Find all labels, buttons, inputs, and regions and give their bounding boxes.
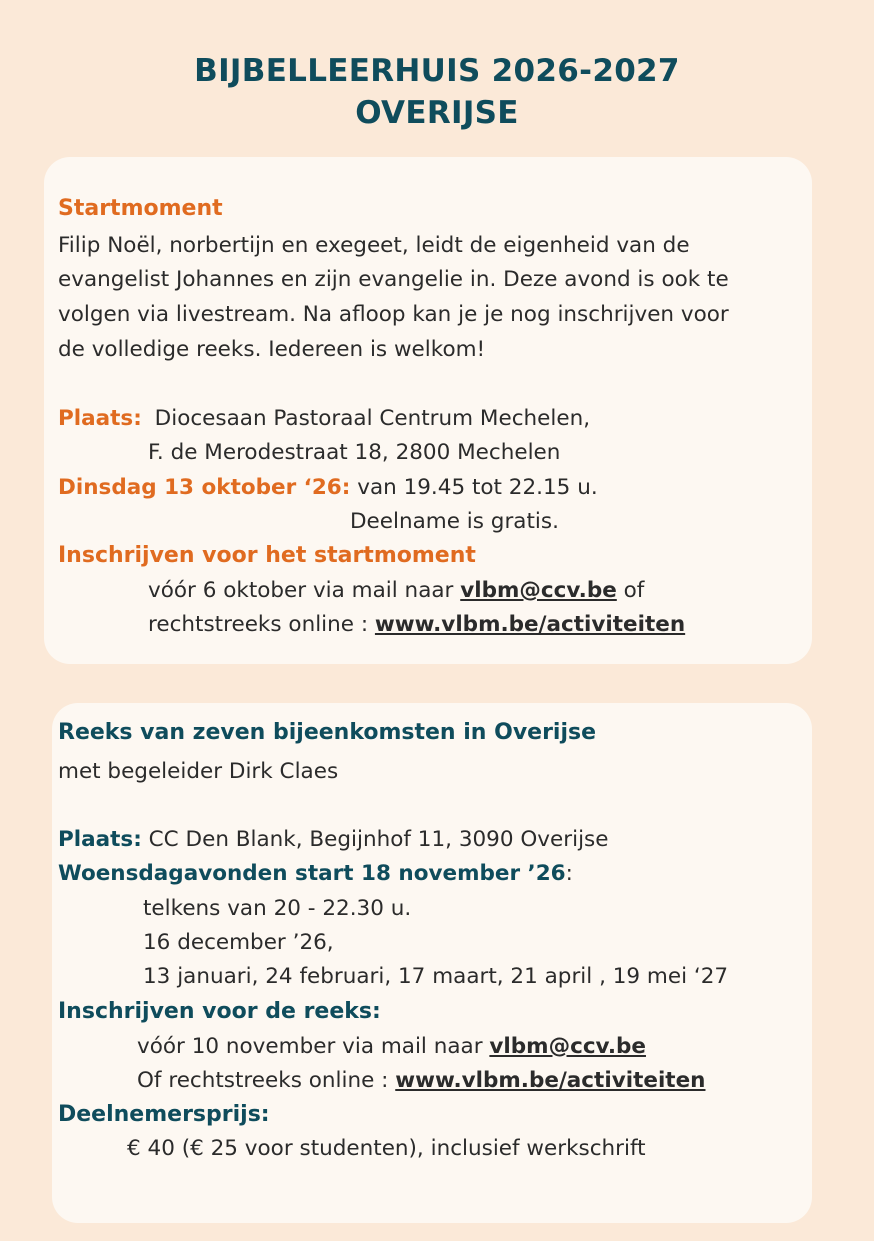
startmoment-date [58,473,598,503]
startmoment-heading: Startmoment [58,196,223,221]
startmoment-time: van 19.45 tot 22.15 u. [357,475,598,500]
reeks-online-text: Of rechtstreeks online : [137,1068,389,1093]
startmoment-url-link[interactable]: www.vlbm.be/activiteiten [374,612,686,637]
reeks-dates-label: Woensdagavonden start 18 november ’26 [58,861,566,886]
startmoment-desc-line-3: volgen via livestream. Na afloop kan je je nog inschrijven voor [58,302,729,327]
startmoment-desc-line-2: evangelist Johannes en zijn evangelie in. Deze avond is ook te [58,267,729,292]
startmoment-place-line-2: F. de Merodestraat 18, 2800 Mechelen [148,440,561,465]
startmoment-desc-line-4: de volledige reeks. Iedereen is welkom! [58,337,486,362]
title-line-1: BIJBELLEERHUIS 2026-2027 [194,53,680,89]
reeks-place [58,825,608,855]
startmoment-register-text: vóór 6 oktober via mail naar [148,578,454,603]
reeks-email-link[interactable]: vlbm@ccv.be [489,1034,646,1059]
reeks-url-link[interactable]: www.vlbm.be/activiteiten [395,1068,706,1093]
reeks-time: telkens van 20 - 22.30 u. [143,896,412,921]
reeks-place-value: CC Den Blank, Begijnhof 11, 3090 Overijse [148,827,609,852]
reeks-subheading: met begeleider Dirk Claes [58,759,339,784]
startmoment-place [58,404,590,434]
reeks-register-text: vóór 10 november via mail naar [137,1034,483,1059]
startmoment-register-line-2 [148,610,685,640]
startmoment-online-text: rechtstreeks online : [148,612,369,637]
reeks-price: € 40 (€ 25 voor studenten), inclusief werkschrift [127,1136,646,1161]
startmoment-register-label: Inschrijven voor het startmoment [58,543,476,568]
reeks-dates-line-2: 13 januari, 24 februari, 17 maart, 21 april , 19 mei ‘27 [143,964,729,989]
reeks-heading: Reeks van zeven bijeenkomsten in Overijse [58,720,597,745]
reeks-register-line-1 [137,1032,646,1062]
reeks-price-label: Deelnemersprijs: [58,1102,270,1127]
reeks-register-line-2 [137,1066,705,1096]
reeks-place-label: Plaats: [58,827,142,852]
reeks-dates-colon: : [565,861,573,886]
startmoment-email-link[interactable]: vlbm@ccv.be [460,578,617,603]
reeks-dates-line-1: 16 december ’26, [143,930,334,955]
title-line-2: OVERIJSE [355,95,519,131]
reeks-dates-header [58,859,573,889]
startmoment-place-line-1: Diocesaan Pastoraal Centrum Mechelen, [154,406,591,431]
startmoment-register-line-1 [148,576,644,606]
reeks-register-label: Inschrijven voor de reeks: [58,999,381,1024]
startmoment-date-label: Dinsdag 13 oktober ‘26: [58,475,351,500]
startmoment-place-label: Plaats: [58,406,142,431]
page-title [0,50,874,134]
startmoment-free: Deelname is gratis. [350,509,559,534]
startmoment-desc-line-1: Filip Noël, norbertijn en exegeet, leidt de eigenheid van de [58,233,690,258]
startmoment-register-suffix: of [623,578,645,603]
